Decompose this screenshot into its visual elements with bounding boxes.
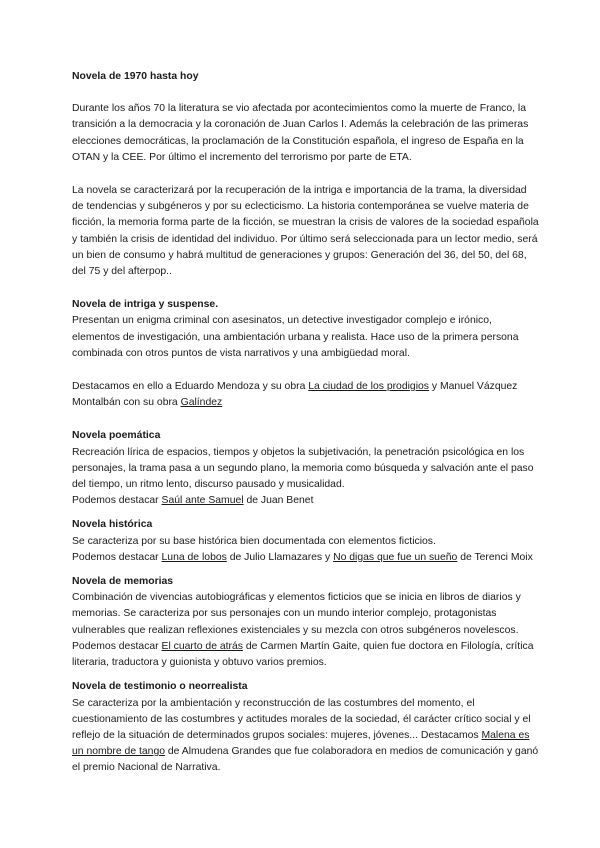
- section-examples-intriga: [72, 379, 540, 411]
- examples-text: Podemos destacar: [72, 551, 162, 563]
- section-body-poematica: Recreación lírica de espacios, tiempos y objetos la subjetivación, la penetración psicológica en los personajes, la trama pasa a un segundo plano, la memoria como búsqueda y salvación ante el paso del tiempo, un ritmo lento, discurso pausado y musicalidad.: [72, 446, 534, 491]
- section-body-historica: Se caracteriza por su base histórica bien documentada con elementos ficticios.: [72, 535, 436, 547]
- book-link-malena-tango[interactable]: Malena es un nombre de tango: [72, 729, 530, 758]
- section-examples-poematica: [72, 493, 540, 509]
- examples-text: de Terenci Moix: [457, 551, 533, 563]
- section-poematica: [72, 428, 540, 509]
- examples-text: de Julio Llamazares y: [226, 551, 334, 563]
- book-link-cuarto-atras[interactable]: El cuarto de atrás: [161, 640, 243, 652]
- body-text: de Almudena Grandes que fue colaboradora en medios de comunicación y ganó el premio Nacional de Narrativa.: [72, 746, 539, 774]
- examples-text: y Manuel Vázquez Montalbán con su obra: [72, 381, 518, 409]
- document-title: Novela de 1970 hasta hoy: [72, 71, 199, 82]
- section-body-memorias: [72, 590, 540, 671]
- section-testimonio: [72, 679, 540, 776]
- section-body-testimonio: [72, 696, 540, 777]
- section-heading-intriga: Novela de intriga y suspense.: [72, 299, 219, 311]
- intro-paragraph-2: La novela se caracterizará por la recuperación de la intriga e importancia de la trama, la diversidad de tendencias y subgéneros y por su eclecticismo. La historia contemporánea se vuelve materia de ficción, la memoria forma parte de la ficción, se muestran la crisis de valores de la sociedad española y también la crisis de identidad del individuo. Por último será seleccionada para un lector medio, será un bien de consumo y habrá multitud de generaciones y grupos: Generación del 36, del 50, del 68, del 75 y del afterpop..: [72, 185, 539, 278]
- book-link-no-digas-sueno[interactable]: No digas que fue un sueño: [333, 551, 458, 563]
- section-examples-historica: [72, 550, 540, 566]
- section-body-intriga: Presentan un enigma criminal con asesinatos, un detective investigador complejo e irónico, elementos de investigación, una ambientación urbana y realista. Hace uso de la primera persona combinada con otros puntos de vista narrativos y una ambigüedad moral.: [72, 315, 519, 359]
- intro-paragraph-1: Durante los años 70 la literatura se vio afectada por acontecimientos como la muerte de Franco, la transición a la democracia y la coronación de Juan Carlos I. Además la celebración de las primeras elecciones democráticas, la proclamación de la Constitución española, el ingreso de España en la OTAN y la CEE. Por último el incremento del terrorismo por parte de ETA.: [72, 103, 529, 163]
- section-heading-historica: Novela histórica: [72, 519, 153, 531]
- book-link-galindez[interactable]: Galíndez: [180, 397, 223, 409]
- examples-text: de Juan Benet: [243, 495, 314, 507]
- section-heading-poematica: Novela poemática: [72, 430, 161, 442]
- book-link-luna-lobos[interactable]: Luna de lobos: [161, 551, 227, 563]
- examples-text: Destacamos en ello a Eduardo Mendoza y su obra: [72, 381, 309, 393]
- book-link-ciudad-prodigios[interactable]: La ciudad de los prodigios: [308, 381, 429, 393]
- section-heading-testimonio: Novela de testimonio o neorrealista: [72, 681, 248, 693]
- body-text: de Carmen Martín Gaite, quien fue doctora en Filología, crítica literaria, traductora y guionista y obtuvo varios premios.: [72, 640, 534, 669]
- section-intriga: [72, 297, 540, 411]
- section-heading-memorias: Novela de memorias: [72, 576, 174, 588]
- section-historica: [72, 517, 540, 566]
- body-text: Combinación de vivencias autobiográficas y elementos ficticios que se inicia en libros de diarios y memorias. Se caracteriza por sus personajes con un mundo interior complejo, protagonistas vulnerables que realizan reflexiones existenciales y su mezcla con otros subgéneros novelescos. Podemos destacar: [72, 592, 521, 652]
- body-text: Se caracteriza por la ambientación y reconstrucción de las costumbres del momento, el cuestionamiento de las costumbres y actitudes morales de la sociedad, él carácter crítico social y el reflejo de la situación de determinados grupos sociales: mujeres, jóvenes... Destacamos: [72, 697, 531, 741]
- book-link-saul-samuel[interactable]: Saúl ante Samuel: [161, 495, 244, 507]
- examples-text: Podemos destacar: [72, 495, 162, 507]
- section-memorias: [72, 574, 540, 671]
